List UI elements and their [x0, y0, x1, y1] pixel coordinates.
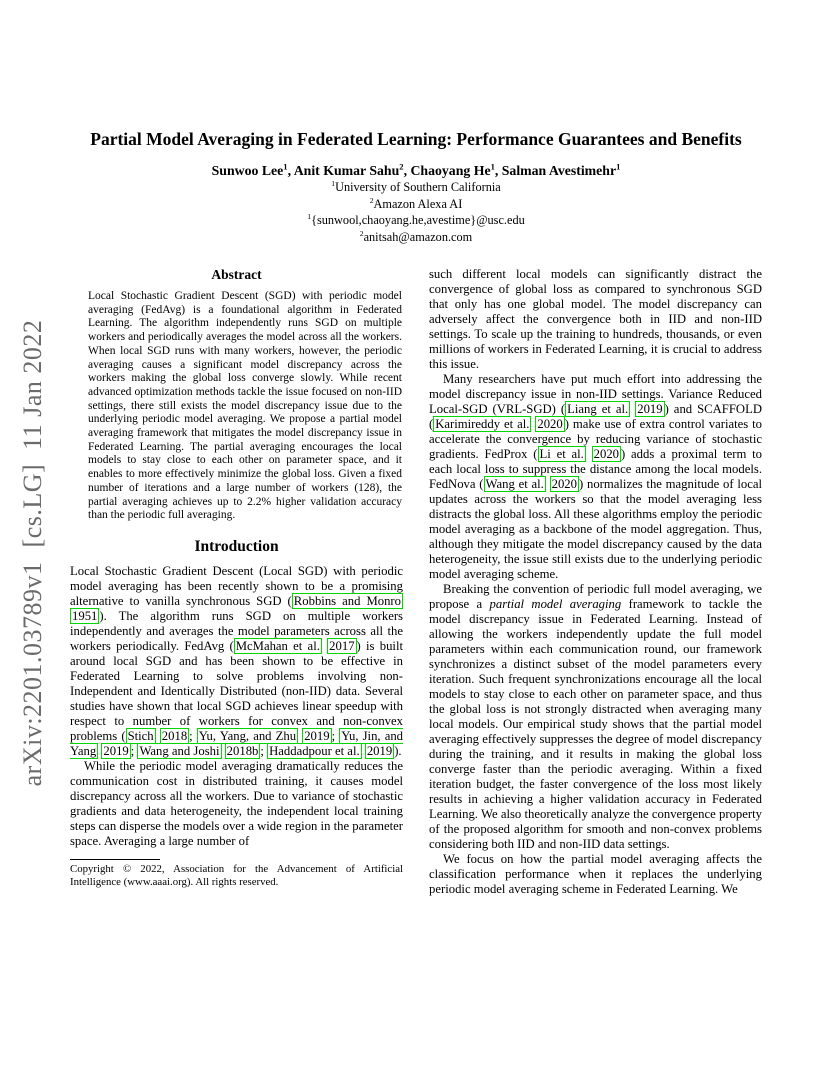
text-segment: Local Stochastic Gradient Descent (Local SGD) with periodic model averaging has been recently shown to be a promising alternative to vanilla synchronous SGD (	[70, 563, 403, 608]
citation-link[interactable]: 2020	[593, 447, 620, 461]
citation-link[interactable]: Karimireddy et al.	[435, 417, 530, 431]
text-segment: ) is built around local SGD and has been shown to be effective in Federated Learning to solve problems involving non-Independent and Identically Distributed (non-IID) data. Several studies have shown that local SGD achieves linear speedup with respect to number of workers for convex and non-convex problems (	[70, 638, 403, 743]
arxiv-watermark: arXiv:2201.03789v1 [cs.LG] 11 Jan 2022	[18, 319, 47, 787]
text-segment: ;	[260, 743, 268, 758]
text-segment: Breaking the convention of periodic full model averaging, we propose a	[429, 582, 762, 611]
text-segment: While the periodic model averaging dramatically reduces the communication cost in distributed training, it causes model discrepancy across all the workers. Due to variance of stochastic gradients and data heterogeneity, the independent local training steps can disperse the models over a wide region in the parameter space. Averaging a large number of	[70, 758, 403, 848]
citation-link[interactable]: Robbins and Monro	[293, 593, 401, 608]
footnote-rule	[70, 859, 160, 860]
intro-paragraph	[70, 564, 403, 759]
citation-link[interactable]: 2020	[537, 417, 563, 431]
text-segment: Sunwoo Lee	[211, 163, 284, 178]
text-segment	[586, 447, 592, 461]
text-segment: ) adds a proximal term to each local loss to suppress the distance among the local models. FedNova (	[429, 447, 763, 491]
text-segment: , Chaoyang He	[403, 163, 491, 178]
citation-link[interactable]: Li et al.	[539, 447, 584, 461]
paper-content	[70, 0, 762, 897]
citation-link[interactable]: 2020	[551, 477, 577, 491]
text-segment: , Anit Kumar Sahu	[287, 163, 400, 178]
text-segment: ).	[394, 743, 402, 758]
citation-link[interactable]: McMahan et al.	[235, 638, 320, 653]
two-column-body	[70, 267, 762, 897]
citation-link[interactable]: 2019	[103, 743, 129, 758]
body-paragraph	[429, 267, 762, 372]
citation-link[interactable]: Stich	[127, 728, 154, 743]
body-paragraph	[429, 372, 762, 582]
superscript: 1	[331, 178, 336, 188]
citation-link[interactable]: Yu, Yang, and Zhu	[198, 728, 297, 743]
text-segment: framework to tackle the model discrepancy issue in Federated Learning. Instead of allowing the workers independently update the full model parameters within each communication round, our framework synchronizes a distinct subset of the model parameters every iteration. Such frequent synchronizations encourage all the local models to stay close to each other on parameter space, and thus the global loss is not strongly distracted when averaging many local models. Our empirical study shows that the partial model averaging effectively suppresses the degree of model discrepancy during the training, and it results in making the global loss converge faster than the periodic averaging. Within a fixed iteration budget, the faster convergence of the loss most likely results in achieving a higher validation accuracy in Federated Learning. We also theoretically analyze the convergence property of the proposed algorithm for smooth and non-convex problems considering both IID and non-IID data settings.	[429, 597, 762, 851]
text-segment: anitsah@amazon.com	[363, 229, 473, 244]
copyright-footnote: Copyright © 2022, Association for the Advancement of Artificial Intelligence (www.aaai.org). All rights reserved.	[70, 862, 403, 888]
abstract-heading: Abstract	[211, 267, 262, 282]
text-segment: ) and SCAFFOLD (	[429, 402, 762, 431]
superscript: 1	[283, 161, 288, 172]
affiliation-line	[70, 179, 762, 196]
citation-link[interactable]: 2019	[366, 743, 393, 758]
paper-title: Partial Model Averaging in Federated Learning: Performance Guarantees and Benefits	[90, 129, 742, 149]
citation-link[interactable]: Haddadpour et al.	[269, 743, 360, 758]
text-segment: ) make use of extra control variates to accelerate the convergence by reducing variance of stochastic gradients. FedProx (	[429, 417, 763, 461]
text-segment: Amazon Alexa AI	[373, 196, 463, 211]
citation-link[interactable]: 2018	[161, 728, 188, 743]
text-segment: Many researchers have put much effort into addressing the model discrepancy issue in non-IID settings. Variance Reduced Local-SGD (VRL-SGD) (	[429, 372, 762, 416]
citation-link[interactable]: 2019	[637, 402, 663, 416]
left-column	[70, 267, 403, 897]
affiliation-email-line	[70, 229, 762, 246]
superscript: 2	[369, 195, 374, 205]
text-segment: University of Southern California	[335, 180, 501, 194]
abstract-text: Local Stochastic Gradient Descent (SGD) with periodic model averaging (FedAvg) is a foundational algorithm in Federated Learning. The algorithm independently runs SGD on multiple workers and periodically averages the model across all the workers. When local SGD runs with many workers, however, the periodic averaging causes a significant model discrepancy across the workers making the global loss converge slowly. While recent advanced optimization methods tackle the issue focused on non-IID settings, there still exists the model discrepancy issue due to the underlying periodic model averaging. We propose a partial model averaging framework that mitigates the model discrepancy issue in Federated Learning. The partial averaging encourages the local models to stay close to each other on parameter space, and it enables to more effectively minimize the global loss. Given a fixed number of iterations and a large number of workers (128), the partial averaging achieves up to 2.2% higher validation accuracy than the periodic full averaging.	[88, 290, 402, 522]
superscript: 1	[490, 161, 495, 172]
superscript: 1	[307, 211, 312, 221]
citation-link[interactable]: 2018b	[226, 743, 259, 758]
citation-link[interactable]: 2019	[304, 728, 330, 743]
text-segment: We focus on how the partial model averaging affects the classification performance when it replaces the underlying periodic model averaging scheme in Federated Learning. We	[429, 852, 762, 896]
citation-link[interactable]: Wang et al.	[485, 477, 544, 491]
body-paragraph	[429, 852, 762, 897]
citation-link[interactable]: Yu, Jin, and Yang	[70, 728, 404, 758]
citation-link[interactable]: 1951	[72, 608, 98, 623]
affiliation-email-line	[70, 212, 762, 229]
citation-link[interactable]: 2017	[329, 638, 355, 653]
text-segment: ). The algorithm runs SGD on multiple workers independently and averages the model parameters across all the workers periodically. FedAvg (	[70, 608, 403, 653]
text-segment: such different local models can significantly distract the convergence of global loss as compared to synchronous SGD that only has one global model. The model discrepancy can adversely affect the convergence both in IID and non-IID settings. To scale up the training to hundreds, thousands, or even millions of workers in Federated Learning, it is crucial to address this issue.	[429, 267, 762, 371]
right-column	[429, 267, 762, 897]
text-segment: , Salman Avestimehr	[494, 163, 617, 178]
affiliation-line	[70, 196, 762, 213]
citation-link[interactable]: Wang and Joshi	[139, 743, 220, 758]
body-paragraph	[429, 582, 762, 852]
superscript: 1	[616, 161, 621, 172]
citation-link[interactable]: Liang et al.	[567, 402, 629, 416]
text-segment: ) normalizes the magnitude of local updates across the workers so that the model averaging less distracts the global loss. All these algorithms employ the periodic model averaging as a backbone of the model aggregation. Thus, although they mitigate the model discrepancy caused by the data heterogeneity, the issue still exists due to the underlying periodic model averaging scheme.	[429, 477, 763, 581]
text-segment: ;	[189, 728, 197, 743]
text-segment: ;	[130, 743, 138, 758]
superscript: 2	[359, 228, 364, 238]
intro-paragraph	[70, 759, 403, 849]
introduction-heading: Introduction	[194, 537, 279, 555]
authors-line	[70, 163, 762, 179]
superscript: 2	[399, 161, 404, 172]
text-segment: ;	[331, 728, 340, 743]
text-segment: {sunwool,chaoyang.he,avestime}@usc.edu	[311, 213, 525, 227]
text-segment: partial model averaging	[489, 597, 622, 611]
